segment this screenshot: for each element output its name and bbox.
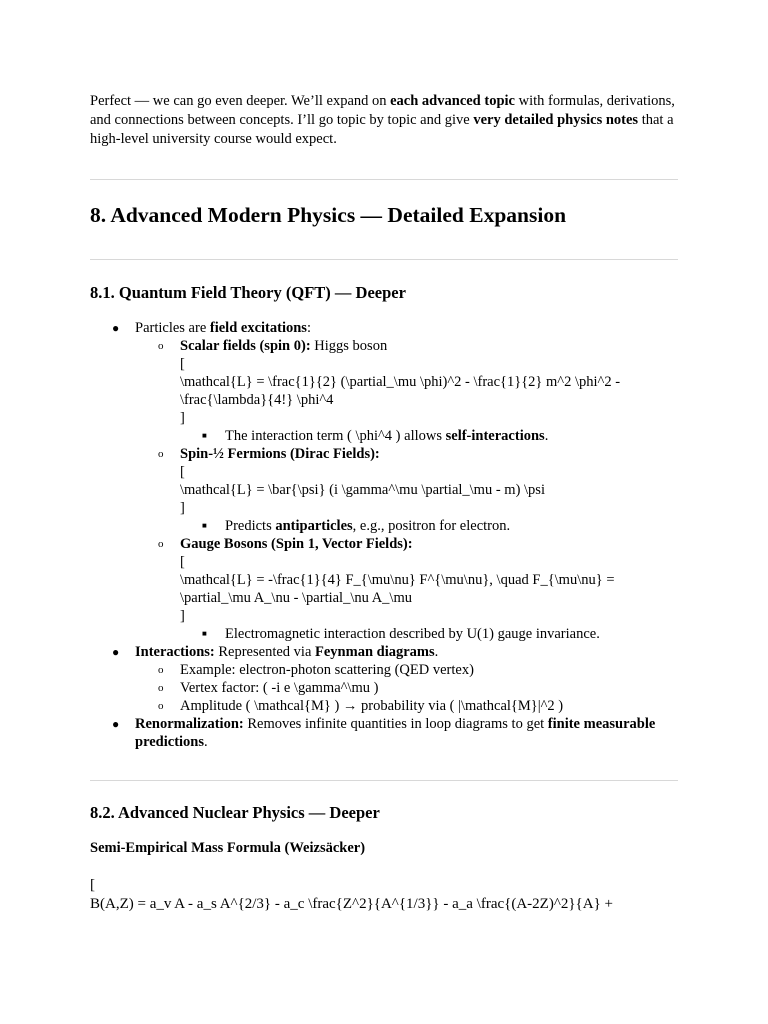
list-item-gauge <box>135 535 680 643</box>
circle-bullet-icon: o <box>158 340 164 352</box>
scalar-formula-open: [ <box>180 356 185 372</box>
divider-1 <box>90 179 678 180</box>
fermion-formula-close: ] <box>180 500 185 516</box>
gauge-formula-line-1: \mathcal{L} = -\frac{1}{4} F_{\mu\nu} F^{\mu\nu}, \quad F_{\mu\nu} = <box>180 572 615 588</box>
renorm-bold-2: finite measurable predictions <box>135 716 656 750</box>
square-bullet-icon: ■ <box>202 431 207 440</box>
list-item-scalar <box>135 337 680 445</box>
scalar-formula-close: ] <box>180 410 185 426</box>
list-item-example <box>135 661 680 679</box>
gauge-sublist <box>180 625 680 643</box>
disc-bullet-icon: ● <box>112 717 120 731</box>
list-item-amplitude <box>135 697 680 715</box>
list-item-renormalization <box>90 715 680 751</box>
divider-3 <box>90 780 678 781</box>
fermions-bold: Spin-½ Fermions (Dirac Fields): <box>180 446 380 462</box>
intro-text-1: Perfect — we can go even deeper. We’ll expand on <box>90 93 391 109</box>
vertex-text: Vertex factor: ( -i e \gamma^\mu ) <box>180 680 379 696</box>
divider-2 <box>90 259 678 260</box>
scalar-note-bold: self-interactions <box>445 428 545 444</box>
list-item-gauge-note <box>180 625 680 643</box>
gauge-note-text: Electromagnetic interaction described by U(1) gauge invariance. <box>225 626 600 642</box>
scalar-formula-line-1: \mathcal{L} = \frac{1}{2} (\partial_\mu \phi)^2 - \frac{1}{2} m^2 \phi^2 - <box>180 374 621 390</box>
mass-formula-line-1: B(A,Z) = a_v A - a_s A^{2/3} - a_c \frac{Z^2}{A^{1/3}} - a_a \frac{(A-2Z)^2}{A} + <box>90 896 614 912</box>
intro-bold-1: each advanced topic <box>390 93 515 109</box>
intro-text-3: that a high-level university course would expect. <box>90 112 674 147</box>
gauge-formula-line-2: \partial_\mu A_\nu - \partial_\nu A_\mu <box>180 590 412 606</box>
gauge-formula-close: ] <box>180 608 185 624</box>
fermion-note-text: Predicts <box>225 518 276 534</box>
nuclear-heading: 8.2. Advanced Nuclear Physics — Deeper <box>90 803 380 822</box>
list-item-particles <box>90 319 680 643</box>
interactions-end: . <box>434 644 439 660</box>
particles-colon: : <box>306 320 311 336</box>
gauge-formula-open: [ <box>180 554 185 570</box>
intro-bold-2: very detailed physics notes <box>473 112 639 128</box>
list-item-interactions <box>90 643 680 715</box>
fermion-note-end: , e.g., positron for electron. <box>352 518 511 534</box>
section-8-heading: 8. Advanced Modern Physics — Detailed Expansion <box>90 203 567 227</box>
circle-bullet-icon: o <box>158 448 164 460</box>
qft-heading: 8.1. Quantum Field Theory (QFT) — Deeper <box>90 283 406 302</box>
mass-formula <box>90 876 690 914</box>
circle-bullet-icon: o <box>158 538 164 550</box>
scalar-note-text: The interaction term ( \phi^4 ) allows <box>225 428 446 444</box>
list-item-fermions <box>135 445 680 535</box>
disc-bullet-icon: ● <box>112 321 120 335</box>
circle-bullet-icon: o <box>158 664 164 676</box>
mass-formula-open: [ <box>90 877 95 893</box>
list-item-vertex <box>135 679 680 697</box>
fermion-formula-line-1: \mathcal{L} = \bar{\psi} (i \gamma^\mu \partial_\mu - m) \psi <box>180 482 545 498</box>
list-item-fermion-note <box>180 517 680 535</box>
square-bullet-icon: ■ <box>202 629 207 638</box>
interactions-sublist <box>135 661 680 715</box>
intro-paragraph <box>90 92 680 149</box>
amplitude-text: Amplitude ( \mathcal{M} ) → probability via ( |\mathcal{M}|^2 ) <box>180 698 564 714</box>
scalar-sublist <box>180 427 680 445</box>
mass-formula-heading: Semi-Empirical Mass Formula (Weizsäcker) <box>90 840 366 856</box>
renorm-text: Removes infinite quantities in loop diagrams to get <box>243 716 548 732</box>
interactions-bold: Interactions: <box>135 644 215 660</box>
qft-list <box>90 319 680 751</box>
example-text: Example: electron-photon scattering (QED vertex) <box>180 662 474 678</box>
intro-text-2: with formulas, derivations, and connections between concepts. I’ll go topic by topic and give <box>90 93 675 128</box>
fermion-note-bold: antiparticles <box>275 518 353 534</box>
fermions-sublist <box>180 517 680 535</box>
renorm-end: . <box>204 734 208 750</box>
square-bullet-icon: ■ <box>202 521 207 530</box>
circle-bullet-icon: o <box>158 700 164 712</box>
particles-sublist <box>135 337 680 643</box>
scalar-bold: Scalar fields (spin 0): <box>180 338 311 354</box>
gauge-bold: Gauge Bosons (Spin 1, Vector Fields): <box>180 536 413 552</box>
renorm-bold: Renormalization: <box>135 716 244 732</box>
scalar-text: Higgs boson <box>310 338 388 354</box>
scalar-note-end: . <box>544 428 549 444</box>
interactions-text: Represented via <box>214 644 316 660</box>
disc-bullet-icon: ● <box>112 645 120 659</box>
circle-bullet-icon: o <box>158 682 164 694</box>
particles-text: Particles are <box>135 320 210 336</box>
scalar-formula-line-2: \frac{\lambda}{4!} \phi^4 <box>180 392 334 408</box>
fermion-formula-open: [ <box>180 464 185 480</box>
list-item-scalar-note <box>180 427 680 445</box>
interactions-bold-2: Feynman diagrams <box>315 644 435 660</box>
particles-bold: field excitations <box>209 320 307 336</box>
